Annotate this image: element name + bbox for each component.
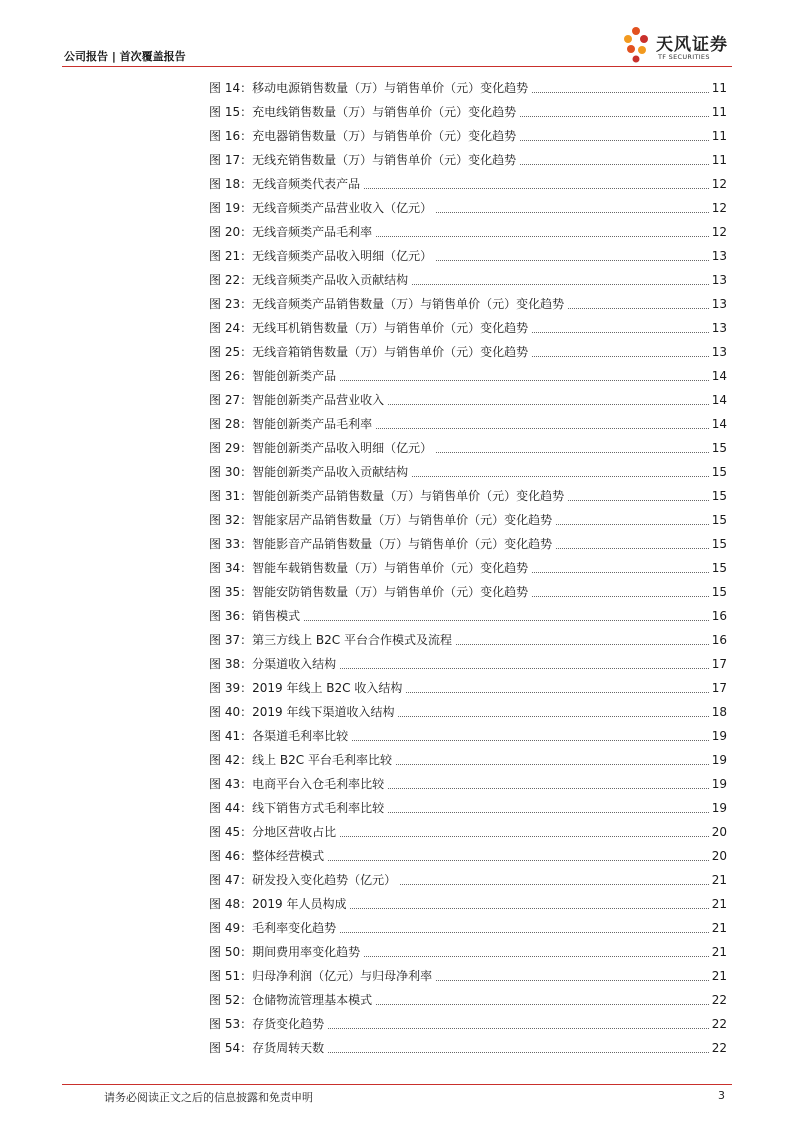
toc-entry[interactable] (209, 76, 727, 100)
flower-logo-icon (622, 24, 656, 68)
toc-entry-label: 图 30：智能创新类产品收入贡献结构 (209, 465, 409, 479)
toc-entry-label: 图 45：分地区营收占比 (209, 825, 337, 839)
toc-entry-label: 图 37：第三方线上 B2C 平台合作模式及流程 (209, 633, 452, 647)
toc-dot-leader (436, 260, 709, 261)
toc-entry-label: 图 53：存货变化趋势 (209, 1017, 325, 1031)
toc-entry-label: 图 38：分渠道收入结构 (209, 657, 337, 671)
toc-entry-label: 图 15：充电线销售数量（万）与销售单价（元）变化趋势 (209, 105, 517, 119)
toc-dot-leader (412, 476, 709, 477)
toc-dot-leader (340, 380, 709, 381)
toc-entry-label: 图 42：线上 B2C 平台毛利率比较 (209, 753, 392, 767)
toc-entry[interactable] (209, 508, 727, 532)
toc-entry-page: 15 (711, 561, 727, 575)
toc-dot-leader (364, 188, 709, 189)
toc-entry-label: 图 35：智能安防销售数量（万）与销售单价（元）变化趋势 (209, 585, 529, 599)
toc-entry-page: 11 (711, 129, 727, 143)
toc-dot-leader (436, 452, 709, 453)
toc-entry-label: 图 19：无线音频类产品营业收入（亿元） (209, 201, 433, 215)
toc-entry-page: 13 (711, 249, 727, 263)
toc-entry-label: 图 18：无线音频类代表产品 (209, 177, 361, 191)
toc-entry[interactable] (209, 148, 727, 172)
toc-entry-page: 16 (711, 633, 727, 647)
toc-entry[interactable] (209, 604, 727, 628)
toc-entry-page: 17 (711, 681, 727, 695)
toc-entry[interactable] (209, 268, 727, 292)
footer-divider (62, 1084, 732, 1085)
toc-dot-leader (568, 308, 709, 309)
logo-text-en: TF SECURITIES (658, 53, 710, 61)
toc-dot-leader (520, 116, 709, 117)
toc-entry[interactable] (209, 436, 727, 460)
toc-dot-leader (376, 1004, 709, 1005)
toc-entry[interactable] (209, 796, 727, 820)
toc-entry-page: 21 (711, 873, 727, 887)
toc-dot-leader (532, 596, 709, 597)
toc-entry[interactable] (209, 580, 727, 604)
toc-entry-page: 11 (711, 153, 727, 167)
toc-entry-page: 15 (711, 441, 727, 455)
toc-entry-page: 13 (711, 321, 727, 335)
toc-dot-leader (364, 956, 709, 957)
toc-entry[interactable] (209, 364, 727, 388)
toc-entry[interactable] (209, 820, 727, 844)
toc-dot-leader (532, 572, 709, 573)
toc-entry-page: 15 (711, 585, 727, 599)
toc-entry[interactable] (209, 316, 727, 340)
toc-entry-page: 15 (711, 537, 727, 551)
toc-entry-page: 16 (711, 609, 727, 623)
toc-dot-leader (396, 764, 709, 765)
toc-entry-label: 图 27：智能创新类产品营业收入 (209, 393, 385, 407)
toc-dot-leader (568, 500, 709, 501)
toc-entry-label: 图 21：无线音频类产品收入明细（亿元） (209, 249, 433, 263)
toc-entry-label: 图 46：整体经营模式 (209, 849, 325, 863)
toc-entry-page: 20 (711, 849, 727, 863)
toc-entry-page: 13 (711, 273, 727, 287)
toc-entry-label: 图 43：电商平台入仓毛利率比较 (209, 777, 385, 791)
toc-entry-page: 12 (711, 177, 727, 191)
toc-dot-leader (532, 92, 709, 93)
toc-entry[interactable] (209, 244, 727, 268)
toc-entry[interactable] (209, 892, 727, 916)
toc-entry-page: 12 (711, 225, 727, 239)
toc-dot-leader (400, 884, 709, 885)
tf-securities-logo (622, 24, 734, 68)
toc-entry-page: 22 (711, 1041, 727, 1055)
toc-dot-leader (520, 164, 709, 165)
toc-dot-leader (556, 524, 709, 525)
toc-entry-page: 21 (711, 921, 727, 935)
toc-dot-leader (376, 428, 709, 429)
toc-entry[interactable] (209, 844, 727, 868)
toc-entry-label: 图 22：无线音频类产品收入贡献结构 (209, 273, 409, 287)
page-number: 3 (718, 1089, 725, 1102)
toc-dot-leader (388, 812, 709, 813)
toc-dot-leader (376, 236, 709, 237)
toc-entry[interactable] (209, 340, 727, 364)
toc-entry[interactable] (209, 196, 727, 220)
toc-entry-label: 图 20：无线音频类产品毛利率 (209, 225, 373, 239)
toc-entry-label: 图 16：充电器销售数量（万）与销售单价（元）变化趋势 (209, 129, 517, 143)
toc-entry-label: 图 32：智能家居产品销售数量（万）与销售单价（元）变化趋势 (209, 513, 553, 527)
toc-entry[interactable] (209, 916, 727, 940)
toc-dot-leader (412, 284, 709, 285)
logo-text-cn: 天风证券 (656, 35, 728, 55)
toc-entry-label: 图 39：2019 年线上 B2C 收入结构 (209, 681, 403, 695)
toc-entry-label: 图 50：期间费用率变化趋势 (209, 945, 361, 959)
toc-entry[interactable] (209, 460, 727, 484)
header-divider (62, 66, 732, 67)
toc-entry-page: 13 (711, 297, 727, 311)
toc-entry-page: 19 (711, 801, 727, 815)
toc-entry-page: 15 (711, 513, 727, 527)
toc-entry-label: 图 47：研发投入变化趋势（亿元） (209, 873, 397, 887)
toc-entry-page: 17 (711, 657, 727, 671)
toc-entry-page: 13 (711, 345, 727, 359)
toc-entry[interactable] (209, 676, 727, 700)
toc-entry[interactable] (209, 652, 727, 676)
toc-entry-page: 21 (711, 897, 727, 911)
toc-entry-page: 14 (711, 417, 727, 431)
toc-dot-leader (328, 1028, 709, 1029)
toc-entry-page: 20 (711, 825, 727, 839)
toc-entry-label: 图 40：2019 年线下渠道收入结构 (209, 705, 395, 719)
toc-entry[interactable] (209, 772, 727, 796)
toc-entry[interactable] (209, 1012, 727, 1036)
toc-entry-page: 14 (711, 393, 727, 407)
toc-dot-leader (436, 980, 709, 981)
toc-dot-leader (304, 620, 709, 621)
toc-entry-label: 图 26：智能创新类产品 (209, 369, 337, 383)
toc-entry[interactable] (209, 628, 727, 652)
toc-entry[interactable] (209, 172, 727, 196)
toc-dot-leader (340, 932, 709, 933)
toc-entry-label: 图 31：智能创新类产品销售数量（万）与销售单价（元）变化趋势 (209, 489, 565, 503)
toc-entry-page: 19 (711, 729, 727, 743)
toc-entry-label: 图 49：毛利率变化趋势 (209, 921, 337, 935)
toc-entry-label: 图 24：无线耳机销售数量（万）与销售单价（元）变化趋势 (209, 321, 529, 335)
toc-entry[interactable] (209, 124, 727, 148)
toc-entry-page: 19 (711, 753, 727, 767)
toc-entry-label: 图 17：无线充销售数量（万）与销售单价（元）变化趋势 (209, 153, 517, 167)
toc-dot-leader (556, 548, 709, 549)
toc-entry-label: 图 25：无线音箱销售数量（万）与销售单价（元）变化趋势 (209, 345, 529, 359)
toc-entry[interactable] (209, 220, 727, 244)
toc-entry-page: 11 (711, 105, 727, 119)
toc-entry-label: 图 41：各渠道毛利率比较 (209, 729, 349, 743)
toc-entry[interactable] (209, 1036, 727, 1060)
toc-entry-label: 图 52：仓储物流管理基本模式 (209, 993, 373, 1007)
toc-dot-leader (328, 1052, 709, 1053)
toc-entry-label: 图 51：归母净利润（亿元）与归母净利率 (209, 969, 433, 983)
toc-dot-leader (436, 212, 709, 213)
toc-entry[interactable] (209, 748, 727, 772)
toc-entry-page: 11 (711, 81, 727, 95)
toc-entry[interactable] (209, 484, 727, 508)
toc-entry[interactable] (209, 292, 727, 316)
toc-dot-leader (398, 716, 708, 717)
toc-dot-leader (328, 860, 709, 861)
toc-dot-leader (388, 788, 709, 789)
toc-entry[interactable] (209, 532, 727, 556)
toc-entry-label: 图 44：线下销售方式毛利率比较 (209, 801, 385, 815)
toc-entry-label: 图 54：存货周转天数 (209, 1041, 325, 1055)
toc-entry-label: 图 34：智能车载销售数量（万）与销售单价（元）变化趋势 (209, 561, 529, 575)
toc-entry[interactable] (209, 988, 727, 1012)
toc-dot-leader (532, 356, 709, 357)
toc-entry-page: 21 (711, 969, 727, 983)
toc-entry[interactable] (209, 940, 727, 964)
toc-entry-page: 15 (711, 489, 727, 503)
toc-dot-leader (388, 404, 709, 405)
toc-dot-leader (406, 692, 708, 693)
footer-disclaimer: 请务必阅读正文之后的信息披露和免责申明 (104, 1091, 313, 1104)
toc-dot-leader (456, 644, 709, 645)
toc-entry-page: 14 (711, 369, 727, 383)
toc-entry[interactable] (209, 412, 727, 436)
toc-entry-label: 图 33：智能影音产品销售数量（万）与销售单价（元）变化趋势 (209, 537, 553, 551)
toc-entry-label: 图 29：智能创新类产品收入明细（亿元） (209, 441, 433, 455)
toc-entry-label: 图 28：智能创新类产品毛利率 (209, 417, 373, 431)
toc-entry-label: 图 36：销售模式 (209, 609, 301, 623)
toc-entry-page: 18 (711, 705, 727, 719)
toc-dot-leader (340, 668, 709, 669)
toc-entry-page: 15 (711, 465, 727, 479)
toc-entry-page: 22 (711, 1017, 727, 1031)
toc-entry[interactable] (209, 868, 727, 892)
toc-dot-leader (520, 140, 709, 141)
toc-dot-leader (340, 836, 709, 837)
toc-entry-page: 21 (711, 945, 727, 959)
toc-entry[interactable] (209, 964, 727, 988)
toc-dot-leader (352, 740, 709, 741)
toc-entry[interactable] (209, 556, 727, 580)
toc-entry[interactable] (209, 388, 727, 412)
header-title: 公司报告 | 首次覆盖报告 (64, 50, 186, 63)
toc-entry-label: 图 14：移动电源销售数量（万）与销售单价（元）变化趋势 (209, 81, 529, 95)
toc-entry-label: 图 23：无线音频类产品销售数量（万）与销售单价（元）变化趋势 (209, 297, 565, 311)
toc-entry[interactable] (209, 724, 727, 748)
toc-entry-label: 图 48：2019 年人员构成 (209, 897, 347, 911)
toc-entry-page: 22 (711, 993, 727, 1007)
toc-entry[interactable] (209, 700, 727, 724)
toc-dot-leader (532, 332, 709, 333)
toc-dot-leader (350, 908, 708, 909)
toc-entry-page: 19 (711, 777, 727, 791)
toc-entry[interactable] (209, 100, 727, 124)
toc-entry-page: 12 (711, 201, 727, 215)
figure-list (209, 76, 727, 1060)
